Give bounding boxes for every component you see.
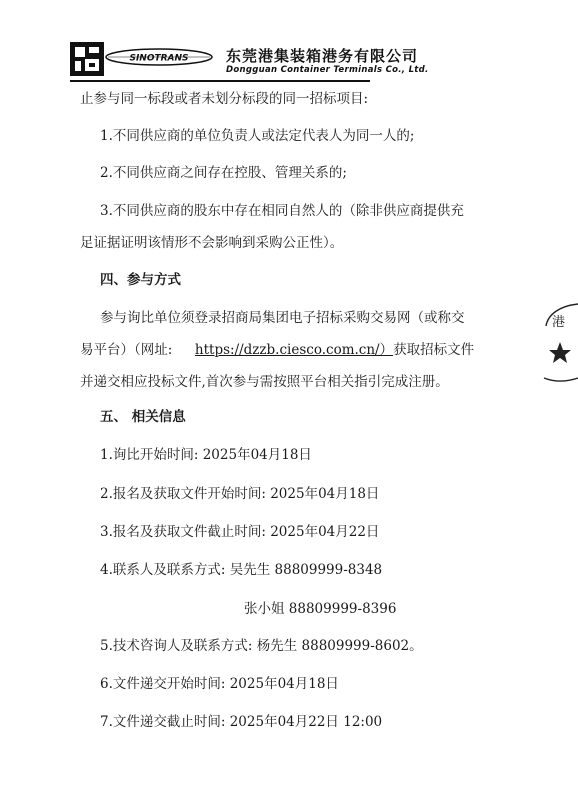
info-item: 7.文件递交截止时间: 2025年04月22日 12:00 xyxy=(100,714,383,730)
info-item-continued: 张小姐 88809999-8396 xyxy=(244,601,397,617)
list-item: 3.不同供应商的股东中存在相同自然人的（除非供应商提供充 xyxy=(100,203,464,219)
list-item: 1.不同供应商的单位负责人或法定代表人为同一人的; xyxy=(100,128,415,144)
platform-url-link[interactable]: https://dzzb.ciesco.com.cn/） xyxy=(194,342,394,358)
company-name-cn: 东莞港集装箱港务有限公司 xyxy=(226,47,419,65)
letterhead xyxy=(70,40,429,80)
company-name-en: Dongguan Container Terminals Co., Ltd. xyxy=(226,65,429,75)
info-item: 1.询比开始时间: 2025年04月18日 xyxy=(100,447,312,463)
info-item: 2.报名及获取文件开始时间: 2025年04月18日 xyxy=(100,486,380,502)
section-heading-4: 四、参与方式 xyxy=(100,272,181,288)
intro-tail: 止参与同一标段或者未划分标段的同一招标项目: xyxy=(80,91,369,107)
paragraph-line: 参与询比单位须登录招商局集团电子招标采购交易网（或称交 xyxy=(100,310,465,326)
list-item: 2.不同供应商之间存在控股、管理关系的; xyxy=(100,165,347,181)
header-divider xyxy=(70,80,370,82)
section-heading-5: 五、 相关信息 xyxy=(100,409,186,425)
info-item: 3.报名及获取文件截止时间: 2025年04月22日 xyxy=(100,524,380,540)
paragraph-line: 并递交相应投标文件,首次参与需按照平台相关指引完成注册。 xyxy=(80,374,449,390)
list-item-continued: 足证据证明该情形不会影响到采购公正性）。 xyxy=(80,235,344,251)
company-logo-icon xyxy=(70,42,104,76)
info-item: 4.联系人及联系方式: 吴先生 88809999-8348 xyxy=(100,562,383,578)
paragraph-line xyxy=(80,338,474,358)
info-item: 6.文件递交开始时间: 2025年04月18日 xyxy=(100,676,339,692)
logo-text: SINOTRANS xyxy=(129,53,189,64)
seal-fragment-icon xyxy=(538,300,578,390)
seal-text: 港 xyxy=(552,315,566,330)
paragraph-text: 易平台）（网址: xyxy=(80,342,173,358)
paragraph-text: 获取招标文件 xyxy=(393,342,475,358)
info-item: 5.技术咨询人及联系方式: 杨先生 88809999-8602。 xyxy=(100,638,423,654)
sinotrans-logo-icon xyxy=(104,48,214,66)
